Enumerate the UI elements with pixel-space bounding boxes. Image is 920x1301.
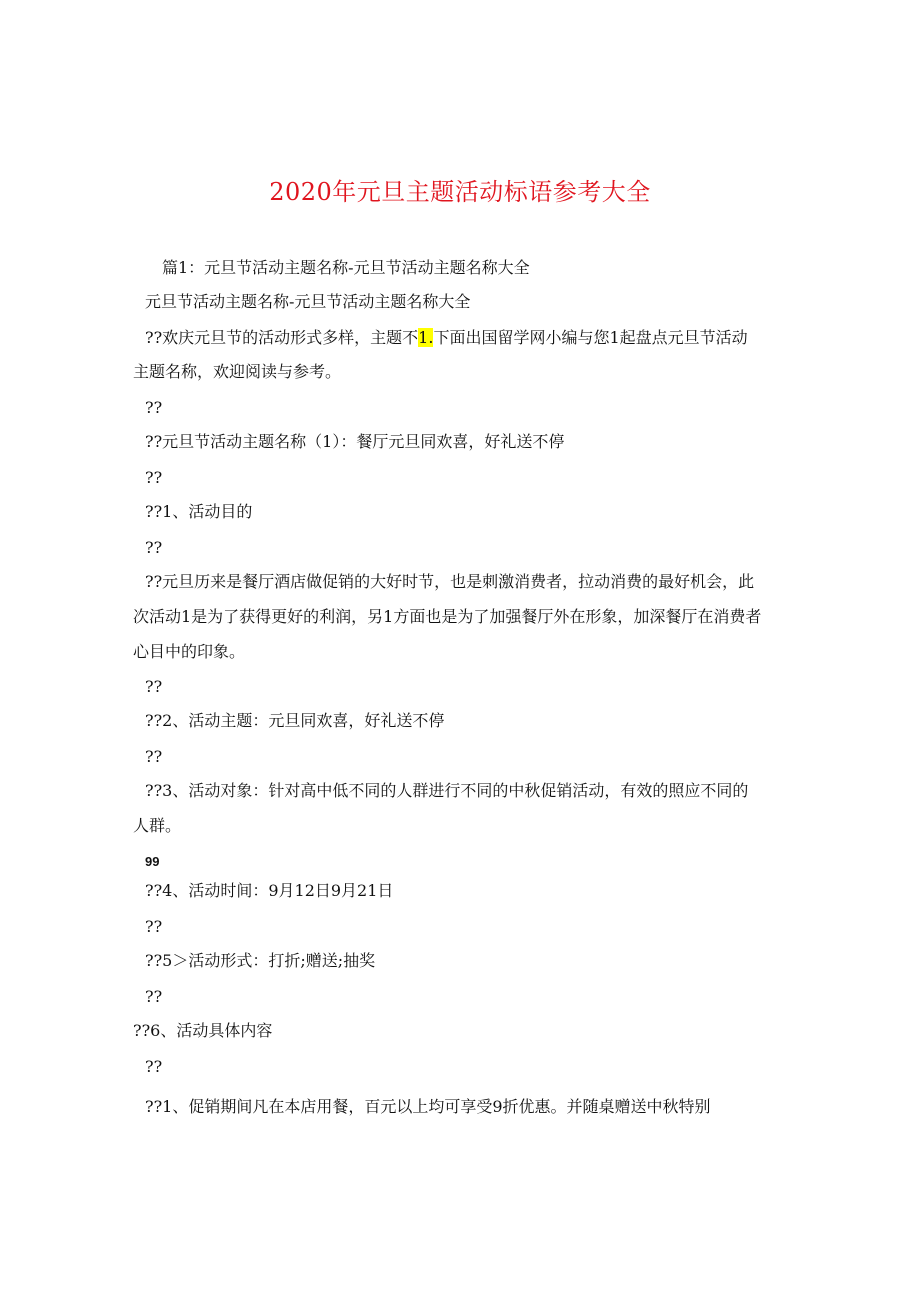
list-item: ??4、活动时间：9月12日9月21日	[145, 881, 394, 900]
placeholder-line: ??	[145, 538, 163, 557]
highlighted-text: 1.	[418, 328, 434, 347]
subheading: 元旦节活动主题名称-元旦节活动主题名称大全	[145, 292, 471, 311]
paragraph-line: 次活动1是为了获得更好的利润，另1方面也是为了加强餐厅外在形象，加深餐厅在消费者	[133, 607, 762, 626]
placeholder-line: ??	[145, 468, 163, 487]
section-heading: 篇1：元旦节活动主题名称-元旦节活动主题名称大全	[162, 258, 530, 277]
text-span: 下面出国留学网小编与您1起盘点元旦节活动	[433, 328, 748, 347]
placeholder-line: ??	[145, 987, 163, 1006]
document-title: 2020年元旦主题活动标语参考大全	[269, 178, 651, 206]
list-item: ??2、活动主题：元旦同欢喜，好礼送不停	[145, 711, 445, 730]
placeholder-line: 99	[145, 854, 160, 869]
placeholder-line: ??	[145, 677, 163, 696]
paragraph-line: ??元旦节活动主题名称（1）：餐厅元旦同欢喜，好礼送不停	[145, 432, 565, 451]
paragraph-line: ??元旦历来是餐厅酒店做促销的大好时节，也是刺激消费者，拉动消费的最好机会，此	[145, 572, 755, 591]
placeholder-line: ??	[145, 917, 163, 936]
list-item: ??6、活动具体内容	[133, 1021, 273, 1040]
placeholder-line: ??	[145, 398, 163, 417]
paragraph-line: 人群。	[133, 816, 182, 835]
list-item: ??5＞活动形式：打折;赠送;抽奖	[145, 951, 376, 970]
placeholder-line: ??	[145, 747, 163, 766]
text-span: ??欢庆元旦节的活动形式多样，主题不	[145, 328, 419, 347]
placeholder-line: ??	[145, 1057, 163, 1076]
paragraph-line: 心目中的印象。	[133, 642, 246, 661]
list-item: ??3、活动对象：针对高中低不同的人群进行不同的中秋促销活动，有效的照应不同的	[145, 781, 749, 800]
list-item: ??1、活动目的	[145, 502, 253, 521]
list-item: ??1、促销期间凡在本店用餐，百元以上均可享受9折优惠。并随桌赠送中秋特别	[145, 1097, 711, 1116]
paragraph-line: 主题名称，欢迎阅读与参考。	[133, 362, 342, 381]
paragraph-line	[145, 328, 748, 348]
